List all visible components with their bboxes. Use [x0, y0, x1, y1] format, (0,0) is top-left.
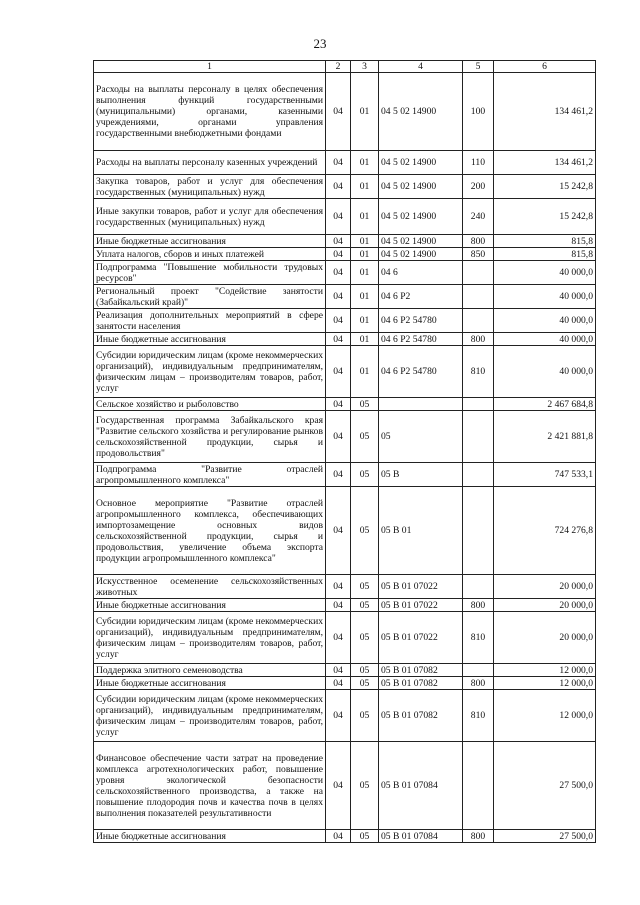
page-number: 23	[313, 36, 327, 51]
cell-target-article: 05 В 01 07084	[379, 830, 463, 843]
cell-name: Расходы на выплаты персоналу казенных учреждений	[94, 151, 326, 175]
cell-target-article: 05 В 01 07082	[379, 677, 463, 690]
cell-amount: 747 533,1	[494, 463, 596, 487]
header-cell-subsection: 3	[351, 61, 379, 73]
cell-expense-type: 810	[463, 612, 494, 664]
table-row	[94, 199, 596, 235]
cell-expense-type: 800	[463, 677, 494, 690]
cell-amount: 815,8	[494, 248, 596, 261]
cell-amount: 40 000,0	[494, 261, 596, 285]
cell-target-article: 04 5 02 14900	[379, 199, 463, 235]
cell-target-article: 04 6 P2 54780	[379, 333, 463, 346]
cell-name: Иные бюджетные ассигнования	[94, 677, 326, 690]
table-row	[94, 235, 596, 248]
cell-target-article: 04 5 02 14900	[379, 151, 463, 175]
cell-target-article: 05 В 01 07022	[379, 599, 463, 612]
cell-target-article: 05 В 01 07084	[379, 742, 463, 830]
cell-expense-type	[463, 398, 494, 411]
cell-expense-type: 100	[463, 73, 494, 151]
cell-section: 04	[326, 235, 351, 248]
budget-table	[93, 60, 596, 843]
cell-target-article: 04 5 02 14900	[379, 248, 463, 261]
cell-name: Уплата налогов, сборов и иных платежей	[94, 248, 326, 261]
cell-section: 04	[326, 677, 351, 690]
table-row	[94, 599, 596, 612]
cell-target-article: 05 В 01 07082	[379, 664, 463, 677]
cell-section: 04	[326, 599, 351, 612]
cell-subsection: 05	[351, 664, 379, 677]
cell-name: Иные бюджетные ассигнования	[94, 599, 326, 612]
cell-expense-type: 200	[463, 175, 494, 199]
cell-section: 04	[326, 199, 351, 235]
table-row	[94, 830, 596, 843]
cell-subsection: 05	[351, 690, 379, 742]
cell-expense-type	[463, 309, 494, 333]
cell-name: Иные бюджетные ассигнования	[94, 333, 326, 346]
cell-expense-type: 810	[463, 690, 494, 742]
cell-name: Иные закупки товаров, работ и услуг для обеспечения государственных (муниципальных) нужд	[94, 199, 326, 235]
cell-target-article: 05 В	[379, 463, 463, 487]
cell-amount: 20 000,0	[494, 612, 596, 664]
cell-amount: 20 000,0	[494, 599, 596, 612]
cell-target-article: 04 6	[379, 261, 463, 285]
cell-name: Подпрограмма "Повышение мобильности трудовых ресурсов"	[94, 261, 326, 285]
cell-amount: 134 461,2	[494, 151, 596, 175]
cell-subsection: 05	[351, 677, 379, 690]
cell-name: Субсидии юридическим лицам (кроме некоммерческих организаций), индивидуальным предпринимателям, физическим лицам – производителям товаров, работ, услуг	[94, 612, 326, 664]
cell-section: 04	[326, 742, 351, 830]
cell-section: 04	[326, 285, 351, 309]
cell-section: 04	[326, 575, 351, 599]
cell-section: 04	[326, 175, 351, 199]
cell-target-article: 05 В 01 07022	[379, 575, 463, 599]
cell-amount: 2 467 684,8	[494, 398, 596, 411]
cell-target-article: 04 6 P2	[379, 285, 463, 309]
cell-section: 04	[326, 830, 351, 843]
cell-amount: 12 000,0	[494, 677, 596, 690]
cell-subsection: 05	[351, 575, 379, 599]
cell-section: 04	[326, 612, 351, 664]
cell-subsection: 05	[351, 411, 379, 463]
cell-expense-type: 800	[463, 333, 494, 346]
table-row	[94, 575, 596, 599]
table-row	[94, 261, 596, 285]
cell-subsection: 01	[351, 175, 379, 199]
cell-subsection: 01	[351, 261, 379, 285]
table-row	[94, 612, 596, 664]
cell-target-article: 04 5 02 14900	[379, 235, 463, 248]
cell-expense-type: 240	[463, 199, 494, 235]
cell-amount: 20 000,0	[494, 575, 596, 599]
cell-expense-type	[463, 487, 494, 575]
cell-subsection: 05	[351, 612, 379, 664]
cell-amount: 724 276,8	[494, 487, 596, 575]
table-row	[94, 309, 596, 333]
cell-target-article: 04 5 02 14900	[379, 73, 463, 151]
cell-subsection: 01	[351, 346, 379, 398]
cell-name: Региональный проект "Содействие занятости (Забайкальский край)"	[94, 285, 326, 309]
cell-name: Сельское хозяйство и рыболовство	[94, 398, 326, 411]
cell-target-article: 05	[379, 411, 463, 463]
cell-expense-type	[463, 664, 494, 677]
header-cell-amount: 6	[494, 61, 596, 73]
cell-section: 04	[326, 664, 351, 677]
cell-name: Иные бюджетные ассигнования	[94, 235, 326, 248]
cell-target-article: 05 В 01	[379, 487, 463, 575]
table-row	[94, 411, 596, 463]
cell-amount: 40 000,0	[494, 285, 596, 309]
cell-name: Расходы на выплаты персоналу в целях обеспечения выполнения функций государственными (муниципальными) органами, казенными учреждениями, органами управления государственными внебюджетными фондами	[94, 73, 326, 151]
cell-section: 04	[326, 398, 351, 411]
cell-target-article: 04 6 P2 54780	[379, 346, 463, 398]
cell-subsection: 01	[351, 333, 379, 346]
cell-amount: 2 421 881,8	[494, 411, 596, 463]
cell-section: 04	[326, 487, 351, 575]
cell-section: 04	[326, 151, 351, 175]
cell-subsection: 05	[351, 599, 379, 612]
cell-expense-type: 800	[463, 830, 494, 843]
cell-section: 04	[326, 463, 351, 487]
cell-expense-type	[463, 261, 494, 285]
cell-subsection: 01	[351, 309, 379, 333]
cell-expense-type: 800	[463, 599, 494, 612]
table-row	[94, 285, 596, 309]
cell-section: 04	[326, 248, 351, 261]
cell-amount: 15 242,8	[494, 199, 596, 235]
cell-name: Подпрограмма "Развитие отраслей агропромышленного комплекса"	[94, 463, 326, 487]
cell-expense-type	[463, 463, 494, 487]
cell-name: Поддержка элитного семеноводства	[94, 664, 326, 677]
cell-name: Иные бюджетные ассигнования	[94, 830, 326, 843]
cell-subsection: 01	[351, 235, 379, 248]
cell-section: 04	[326, 73, 351, 151]
cell-name: Искусственное осеменение сельскохозяйственных животных	[94, 575, 326, 599]
header-cell-name: 1	[94, 61, 326, 73]
cell-target-article	[379, 398, 463, 411]
cell-name: Государственная программа Забайкальского края "Развитие сельского хозяйства и регулирование рынков сельскохозяйственной продукции, сырья и продовольствия"	[94, 411, 326, 463]
cell-subsection: 05	[351, 398, 379, 411]
header-cell-expense-type: 5	[463, 61, 494, 73]
cell-amount: 40 000,0	[494, 309, 596, 333]
table-row	[94, 248, 596, 261]
cell-name: Финансовое обеспечение части затрат на проведение комплекса агротехнологических работ, повышение уровня экологической безопасности сельскохозяйственного производства, а также на повышение плодородия почв и качества почв в целях выполнения показателей результативности	[94, 742, 326, 830]
table-header-row	[94, 61, 596, 73]
table-row	[94, 463, 596, 487]
table-row	[94, 346, 596, 398]
cell-expense-type: 850	[463, 248, 494, 261]
cell-expense-type	[463, 285, 494, 309]
cell-amount: 27 500,0	[494, 742, 596, 830]
table-row	[94, 398, 596, 411]
cell-section: 04	[326, 309, 351, 333]
cell-target-article: 04 6 P2 54780	[379, 309, 463, 333]
table-row	[94, 677, 596, 690]
cell-expense-type: 810	[463, 346, 494, 398]
cell-section: 04	[326, 346, 351, 398]
cell-amount: 12 000,0	[494, 664, 596, 677]
cell-subsection: 05	[351, 463, 379, 487]
cell-subsection: 01	[351, 73, 379, 151]
cell-amount: 134 461,2	[494, 73, 596, 151]
cell-section: 04	[326, 411, 351, 463]
cell-name: Субсидии юридическим лицам (кроме некоммерческих организаций), индивидуальным предпринимателям, физическим лицам – производителям товаров, работ, услуг	[94, 690, 326, 742]
cell-subsection: 01	[351, 199, 379, 235]
cell-amount: 15 242,8	[494, 175, 596, 199]
cell-subsection: 05	[351, 830, 379, 843]
cell-section: 04	[326, 690, 351, 742]
cell-expense-type: 800	[463, 235, 494, 248]
cell-subsection: 01	[351, 151, 379, 175]
cell-name: Закупка товаров, работ и услуг для обеспечения государственных (муниципальных) нужд	[94, 175, 326, 199]
cell-expense-type: 110	[463, 151, 494, 175]
table-row	[94, 175, 596, 199]
cell-section: 04	[326, 333, 351, 346]
table-row	[94, 151, 596, 175]
cell-amount: 40 000,0	[494, 333, 596, 346]
cell-section: 04	[326, 261, 351, 285]
cell-name: Реализация дополнительных мероприятий в сфере занятости населения	[94, 309, 326, 333]
cell-target-article: 04 5 02 14900	[379, 175, 463, 199]
table-row	[94, 333, 596, 346]
cell-expense-type	[463, 742, 494, 830]
cell-amount: 12 000,0	[494, 690, 596, 742]
cell-amount: 815,8	[494, 235, 596, 248]
table-row	[94, 690, 596, 742]
cell-expense-type	[463, 411, 494, 463]
cell-subsection: 01	[351, 248, 379, 261]
cell-amount: 40 000,0	[494, 346, 596, 398]
cell-subsection: 01	[351, 285, 379, 309]
table-row	[94, 742, 596, 830]
cell-target-article: 05 В 01 07082	[379, 690, 463, 742]
header-cell-target-article: 4	[379, 61, 463, 73]
table-row	[94, 664, 596, 677]
cell-subsection: 05	[351, 487, 379, 575]
table-row	[94, 73, 596, 151]
cell-amount: 27 500,0	[494, 830, 596, 843]
cell-target-article: 05 В 01 07022	[379, 612, 463, 664]
cell-subsection: 05	[351, 742, 379, 830]
cell-name: Субсидии юридическим лицам (кроме некоммерческих организаций), индивидуальным предпринимателям, физическим лицам – производителям товаров, работ, услуг	[94, 346, 326, 398]
table-row	[94, 487, 596, 575]
cell-expense-type	[463, 575, 494, 599]
header-cell-section: 2	[326, 61, 351, 73]
cell-name: Основное мероприятие "Развитие отраслей агропромышленного комплекса, обеспечивающих импортозамещение основных видов сельскохозяйственной продукции, сырья и продовольствия, увеличение объема экспорта продукции агропромышленного комплекса"	[94, 487, 326, 575]
